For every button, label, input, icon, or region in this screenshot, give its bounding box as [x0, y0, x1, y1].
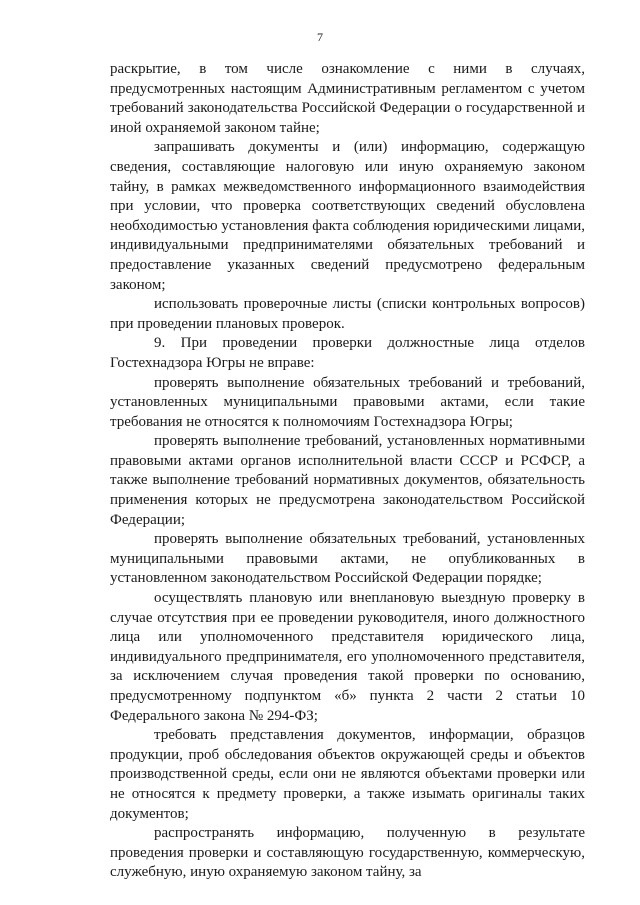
paragraph-4: 9. При проведении проверки должностные лица отделов Гостехнадзора Югры не вправе:: [110, 335, 585, 371]
paragraph-5: проверять выполнение обязательных требований и требований, установленных муниципальными правовыми актами, если такие требования не относятся к полномочиям Гостехнадзора Югры;: [110, 374, 585, 430]
paragraph-3: использовать проверочные листы (списки контрольных вопросов) при проведении плановых проверок.: [110, 296, 585, 332]
paragraph-2: запрашивать документы и (или) информацию, содержащую сведения, составляющие налоговую или иную охраняемую законом тайну, в рамках межведомственного информационного взаимодействия при условии, что проверка соответствующих сведений обусловлена необходимостью установления факта соблюдения юридическими лицами, индивидуальными предпринимателями обязательных требований и предоставление указанных сведений предусмотрено федеральным законом;: [110, 139, 585, 293]
page-number: 7: [317, 30, 323, 44]
document-body: [110, 60, 585, 883]
paragraph-8: осуществлять плановую или внеплановую выездную проверку в случае отсутствия при ее проведении руководителя, иного должностного лица или уполномоченного представителя юридического лица, индивидуального предпринимателя, его уполномоченного представителя, за исключением случая проведения такой проверки по основанию, предусмотренному подпунктом «б» пункта 2 части 2 статьи 10 Федерального закона № 294-ФЗ;: [110, 590, 585, 724]
paragraph-9: требовать представления документов, информации, образцов продукции, проб обследования объектов окружающей среды и объектов производственной среды, если они не являются объектами проверки или не относятся к предмету проверки, а также изымать оригиналы таких документов;: [110, 727, 585, 822]
paragraph-6: проверять выполнение требований, установленных нормативными правовыми актами органов исполнительной власти СССР и РСФСР, а также выполнение требований нормативных документов, обязательность применения которых не предусмотрена законодательством Российской Федерации;: [110, 433, 585, 528]
paragraph-1: раскрытие, в том числе ознакомление с ними в случаях, предусмотренных настоящим Административным регламентом с учетом требований законодательства Российской Федерации о государственной и иной охраняемой законом тайне;: [110, 61, 585, 136]
paragraph-10: распространять информацию, полученную в результате проведения проверки и составляющую государственную, коммерческую, служебную, иную охраняемую законом тайну, за: [110, 825, 585, 881]
paragraph-7: проверять выполнение обязательных требований, установленных муниципальными правовыми актами, не опубликованных в установленном законодательством Российской Федерации порядке;: [110, 531, 585, 587]
